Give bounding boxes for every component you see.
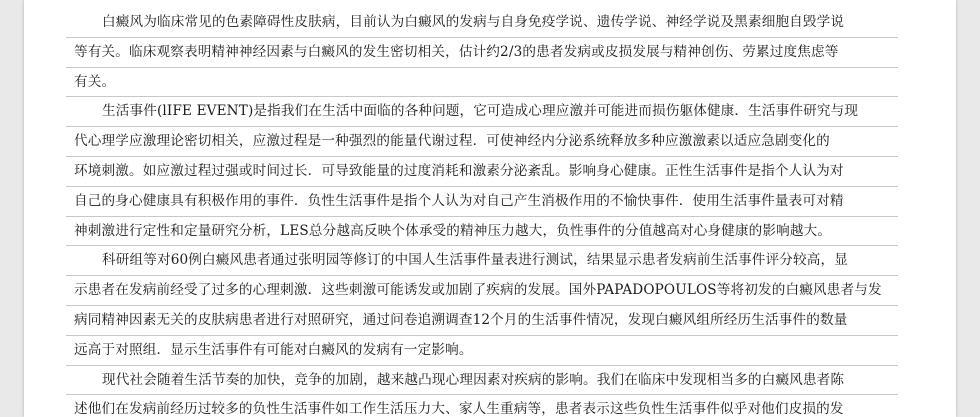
text-line: 述他们在发病前经历过较多的负性生活事件如工作生活压力大、家人生重病等，患者表示这些负性生活事件似乎对他们皮损的发 bbox=[66, 395, 898, 417]
text-line: 示患者在发病前经受了过多的心理刺激．这些刺激可能诱发或加剧了疾病的发展。国外PAPADOPOULOS等将初发的白癜风患者与发 bbox=[66, 276, 898, 306]
text-line: 代心理学应激理论密切相关，应激过程是一种强烈的能量代谢过程．可使神经内分泌系统释放多种应激激素以适应急剧变化的 bbox=[66, 127, 898, 157]
text-line: 环境刺激。如应激过程过强或时间过长．可导致能量的过度消耗和激素分泌紊乱。影响身心健康。正性生活事件是指个人认为对 bbox=[66, 157, 898, 187]
document-body bbox=[66, 8, 898, 417]
text-line: 有关。 bbox=[66, 68, 898, 98]
text-line: 远高于对照组．显示生活事件有可能对白癜风的发病有一定影响。 bbox=[66, 336, 898, 366]
text-line: 自己的身心健康具有积极作用的事件．负性生活事件是指个人认为对自己产生消极作用的不愉快事件．使用生活事件量表可对精 bbox=[66, 187, 898, 217]
text-line: 生活事件(lIFE EVENT)是指我们在生活中面临的各种问题，它可造成心理应激并可能进而损伤躯体健康．生活事件研究与现 bbox=[66, 97, 898, 127]
text-line: 白癜风为临床常见的色素障碍性皮肤病，目前认为白癜风的发病与自身免疫学说、遗传学说、神经学说及黑素细胞自毁学说 bbox=[66, 8, 898, 38]
text-line: 现代社会随着生活节奏的加快，竞争的加剧，越来越凸现心理因素对疾病的影响。我们在临床中发现相当多的白癜风患者陈 bbox=[66, 366, 898, 396]
text-line: 科研组等对60例白癜风患者通过张明园等修订的中国人生活事件量表进行测试，结果显示患者发病前生活事件评分较高，显 bbox=[66, 246, 898, 276]
text-line: 神刺激进行定性和定量研究分析，LES总分越高反映个体承受的精神压力越大，负性事件的分值越高对心身健康的影响越大。 bbox=[66, 217, 898, 247]
text-line: 等有关。临床观察表明精神神经因素与白癜风的发生密切相关，估计约2/3的患者发病或皮损发展与精神创伤、劳累过度焦虑等 bbox=[66, 38, 898, 68]
text-line: 病同精神因素无关的皮肤病患者进行对照研究，通过问卷追溯调查12个月的生活事件情况，发现白癜风组所经历生活事件的数量 bbox=[66, 306, 898, 336]
document-page bbox=[24, 0, 956, 417]
